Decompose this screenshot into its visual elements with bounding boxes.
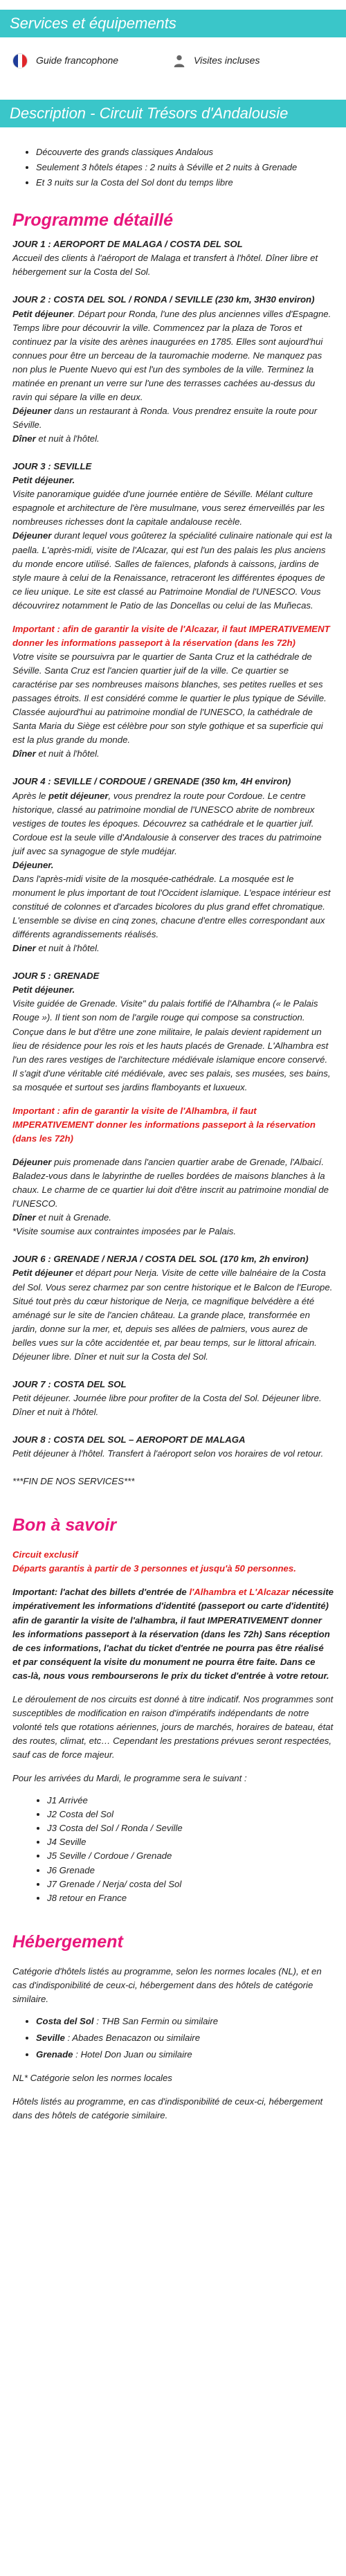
description-block: [0, 127, 346, 189]
day-text: Dîner et nuit à Grenade.: [12, 1212, 111, 1223]
exclusive-label: Circuit exclusif: [12, 1549, 78, 1560]
services-row: [0, 37, 346, 100]
day-text: Petit déjeuner à l'hôtel. Transfert à l'aéroport selon vos horaires de vol retour.: [12, 1448, 324, 1459]
list-item: • J7 Grenade / Nerja/ costa del Sol: [47, 1877, 334, 1891]
guide-label: Guide francophone: [36, 55, 119, 66]
hotel-list: [12, 2015, 334, 2062]
end-of-services: ***FIN DE NOS SERVICES***: [12, 1476, 135, 1487]
nl-note: NL* Catégorie selon les normes locales: [12, 2073, 172, 2084]
list-item: • J1 Arrivée: [47, 1794, 334, 1808]
list-item: • Et 3 nuits sur la Costa del Sol dont du temps libre: [36, 176, 334, 190]
day-text: Dans l'après-midi visite de la mosquée-cathédrale. La mosquée est le monument le plus important de tout l'Occident islamique. L'espace intérieur est constitué de colonnes et d'arcades bicolores du plus grand effet chromatique. L'ensemble se divise en cinq zones, chacune d'entre elles correspondant aux différents agrandissements réalisés.: [12, 873, 331, 940]
french-flag-icon: [12, 53, 28, 69]
hebergement-title: Hébergement: [12, 1931, 123, 1952]
day-8: [12, 1433, 334, 1461]
day-text: Petit déjeuner. Journée libre pour profiter de la Costa del Sol. Déjeuner libre. Dîner et nuit à l'hôtel.: [12, 1392, 322, 1417]
day-title: JOUR 2 : COSTA DEL SOL / RONDA / SEVILLE (230 km, 3H30 environ): [12, 294, 315, 305]
hebergement-intro: Catégorie d'hôtels listés au programme, selon les normes locales (NL), et en cas d'indisponibilité de ceux-ci, hébergement dans des hôtels de catégorie similaire.: [12, 1965, 322, 2004]
list-item: • J4 Seville: [47, 1835, 334, 1849]
program-content: [0, 237, 346, 1488]
services-banner: [0, 10, 346, 37]
day-text: Petit déjeuner.: [12, 475, 75, 486]
visits-item: [172, 53, 260, 69]
person-icon: [172, 53, 187, 69]
day-text: *Visite soumise aux contraintes imposées par le Palais.: [12, 1226, 237, 1237]
day-text: Dîner et nuit à l'hôtel.: [12, 433, 100, 444]
list-item: • Costa del Sol : THB San Fermin ou similaire: [36, 2015, 334, 2028]
day-title: JOUR 7 : COSTA DEL SOL: [12, 1378, 127, 1389]
important-note: Important : afin de garantir la visite de l'Alcazar, il faut IMPERATIVEMENT donner les informations passeport à la réservation (dans les 72h): [12, 623, 330, 648]
list-item: • J3 Costa del Sol / Ronda / Seville: [47, 1821, 334, 1835]
guide-item: [12, 53, 172, 69]
hebergement-outro: Hôtels listés au programme, en cas d'indisponibilité de ceux-ci, hébergement dans des hôtels de catégorie similaire.: [12, 2096, 323, 2121]
day-7: [12, 1378, 334, 1419]
bon-a-savoir-title: Bon à savoir: [12, 1515, 117, 1535]
day-title: JOUR 3 : SEVILLE: [12, 461, 92, 472]
day-title: JOUR 6 : GRENADE / NERJA / COSTA DEL SOL (170 km, 2h environ): [12, 1254, 309, 1265]
list-item: • J2 Costa del Sol: [47, 1808, 334, 1821]
visits-label: Visites incluses: [194, 55, 260, 66]
disclaimer: Le déroulement de nos circuits est donné à titre indicatif. Nos programmes sont susceptibles de modification en raison d'impératifs indépendants de notre volonté tels que rotations aériennes, jours de marchés, horaires de bateau, état des routes, climat, etc… Cependant les prestations prévues seront respectées, sauf cas de force majeur.: [12, 1693, 334, 1760]
bon-a-savoir-content: [0, 1548, 346, 1904]
tuesday-note: Pour les arrivées du Mardi, le programme sera le suivant :: [12, 1773, 247, 1784]
list-item: • J5 Seville / Cordoue / Grenade: [47, 1849, 334, 1863]
day-3: [12, 460, 334, 761]
program-title: Programme détaillé: [12, 210, 174, 231]
description-banner: [0, 100, 346, 127]
day-6: [12, 1252, 334, 1364]
day-text: Dîner et nuit à l'hôtel.: [12, 748, 100, 759]
services-title: Services et équipements: [10, 15, 176, 32]
important-note: Important: l'achat des billets d'entrée de l'Alhambra et L'Alcazar nécessite impérativement les informations d'identité (passeport ou carte d'identité) afin de garantir la visite de l'alhambra, il faut IMPERATIVEMENT donner les informations passeport à la réservation (dans les 72h) Sans réception de ces informations, l'achat du ticket d'entrée ne pourra pas être réalisé et par conséquent la visite du monument ne pourra être faite. Dans ce cas-là, nous vous rembourserons le prix du ticket d'entrée à votre retour.: [12, 1587, 334, 1681]
day-text: Visite guidée de Grenade. Visite" du palais fortifié de l'Alhambra (« le Palais Rouge »). Il tient son nom de l'argile rouge qui compose sa construction. Conçue dans le but d'être une zone militaire, le palais devient rapidement un lieu de résidence pour les rois et les hauts placés de Grenade. L'Alhambra est l'un des rares vestiges de l'architecture médiévale islamique encore conservé. Il s'agit d'une véritable cité médiévale, avec ses palais, ses musées, ses bains, sa mosquée et surtout ses jardins flamboyants et luxueux.: [12, 998, 331, 1092]
day-title: JOUR 4 : SEVILLE / CORDOUE / GRENADE (350 km, 4H environ): [12, 776, 291, 787]
day-5: [12, 969, 334, 1239]
day-text: Déjeuner puis promenade dans l'ancien quartier arabe de Grenade, l'Albaicí. Baladez-vous dans le labyrinthe de ruelles bordées de maisons blanches à la chaux. Le charme de ce quartier lui doit d'être inscrit au patrimoine mondial de l'UNESCO.: [12, 1157, 329, 1209]
day-1: [12, 237, 334, 279]
hebergement-content: [0, 1965, 346, 2123]
list-item: • Découverte des grands classiques Andalous: [36, 145, 334, 159]
day-text: Déjeuner.: [12, 859, 54, 870]
description-title: Description - Circuit Trésors d'Andalousie: [10, 105, 289, 122]
highlights-list: [12, 145, 334, 189]
list-item: • Grenade : Hotel Don Juan ou similaire: [36, 2048, 334, 2062]
day-title: JOUR 5 : GRENADE: [12, 971, 100, 982]
day-text: Après le petit déjeuner, vous prendrez la route pour Cordoue. Le centre historique, classé au patrimoine mondial de l'UNESCO abrite de nombreux vestiges de toutes les époques. Découvrez sa cathédrale et le quartier juif. Cordoue est la seule ville d'Andalousie à conserver des traces du patrimoine juif avec sa synagogue de style mudéjar.: [12, 790, 322, 856]
day-text: Diner et nuit à l'hôtel.: [12, 943, 100, 954]
important-note: Important : afin de garantir la visite de l'Alhambra, il faut IMPERATIVEMENT donner les informations passeport à la réservation (dans les 72h): [12, 1105, 316, 1144]
day-2: [12, 293, 334, 446]
list-item: • J8 retour en France: [47, 1891, 334, 1905]
day-text: Petit déjeuner. Départ pour Ronda, l'une des plus anciennes villes d'Espagne. Temps libre pour découvrir la ville. Commencez par la plaza de Toros et continuez par la visite des arènes inaugurées en 1785. Elles sont aujourd'hui connues pour être un berceau de la tauromachie moderne. Ne manquez pas non plus le Puente Nuevo qui est l'un des symboles de la ville. Terminez la matinée en prenant un verre sur l'une des terrasses cachées au-dessus du ravin qui sépare la ville en deux.: [12, 308, 331, 402]
day-title: JOUR 1 : AEROPORT DE MALAGA / COSTA DEL SOL: [12, 239, 243, 250]
day-text: Petit déjeuner.: [12, 984, 75, 996]
day-title: JOUR 8 : COSTA DEL SOL – AEROPORT DE MALAGA: [12, 1434, 246, 1445]
day-text: Déjeuner dans un restaurant à Ronda. Vous prendrez ensuite la route pour Séville.: [12, 405, 318, 430]
day-text: Petit déjeuner et départ pour Nerja. Visite de cette ville balnéaire de la Costa del Sol. Vous serez charmez par son centre historique et le Balcon de l'Europe. Situé tout près du cœur historique de Nerja, ce magnifique belvédère a été aménagé sur le site de l'ancien château. La grande place, transformée en jardin, donne sur la mer, et, depuis ses allées de palmiers, vous aurez de belles vues sur la côte accidentée et, par beau temps, sur le littoral africain. Déjeuner libre. Dîner et nuit sur la Costa del Sol.: [12, 1268, 333, 1362]
day-text: Accueil des clients à l'aéroport de Malaga et transfert à l'hôtel. Dîner libre et hébergement sur la Costa del Sol.: [12, 253, 318, 278]
departures-note: Départs garantis à partir de 3 personnes et jusqu'à 50 personnes.: [12, 1563, 296, 1574]
list-item: • J6 Grenade: [47, 1864, 334, 1877]
day-text: Visite panoramique guidée d'une journée entière de Séville. Mélant culture espagnole et architecture de l'ère musulmane, vous serez émerveillés par les nombreuses richesses dont la capitale andalouse recèle.: [12, 489, 325, 528]
list-item: • Seulement 3 hôtels étapes : 2 nuits à Séville et 2 nuits à Grenade: [36, 161, 334, 174]
list-item: • Seville : Abades Benacazon ou similaire: [36, 2031, 334, 2045]
day-text: Votre visite se poursuivra par le quartier de Santa Cruz et la cathédrale de Séville. Santa Cruz est l'ancien quartier juif de la ville. Ce quartier se caractérise par ses nombreuses maisons blanches, ses petites ruelles et ses passages étroits. Il est considéré comme le quartier le plus typique de Séville. Classée aujourd'hui au patrimoine mondial de l'UNESCO, la cathédrale de Santa Maria du Siège est célèbre pour son style gothique et sa superficie qui est la plus grande du monde.: [12, 651, 327, 746]
day-text: Déjeuner durant lequel vous goûterez la spécialité culinaire nationale qui est la paella. L'après-midi, visite de l'Alcazar, qui est l'un des palais les plus anciens du monde encore utilisé. Salles de faïences, plafonds à caissons, jardins de style maure à celui de la Renaissance, retraceront les différentes époques de ce lieu unique. Le site est classé au Patrimoine Mondial de l'UNESCO. Vous découvrirez notamment le Patio de las Doncellas ou celui de las Muñecas.: [12, 530, 332, 611]
day-4: [12, 775, 334, 955]
tuesday-itinerary: [12, 1794, 334, 1905]
